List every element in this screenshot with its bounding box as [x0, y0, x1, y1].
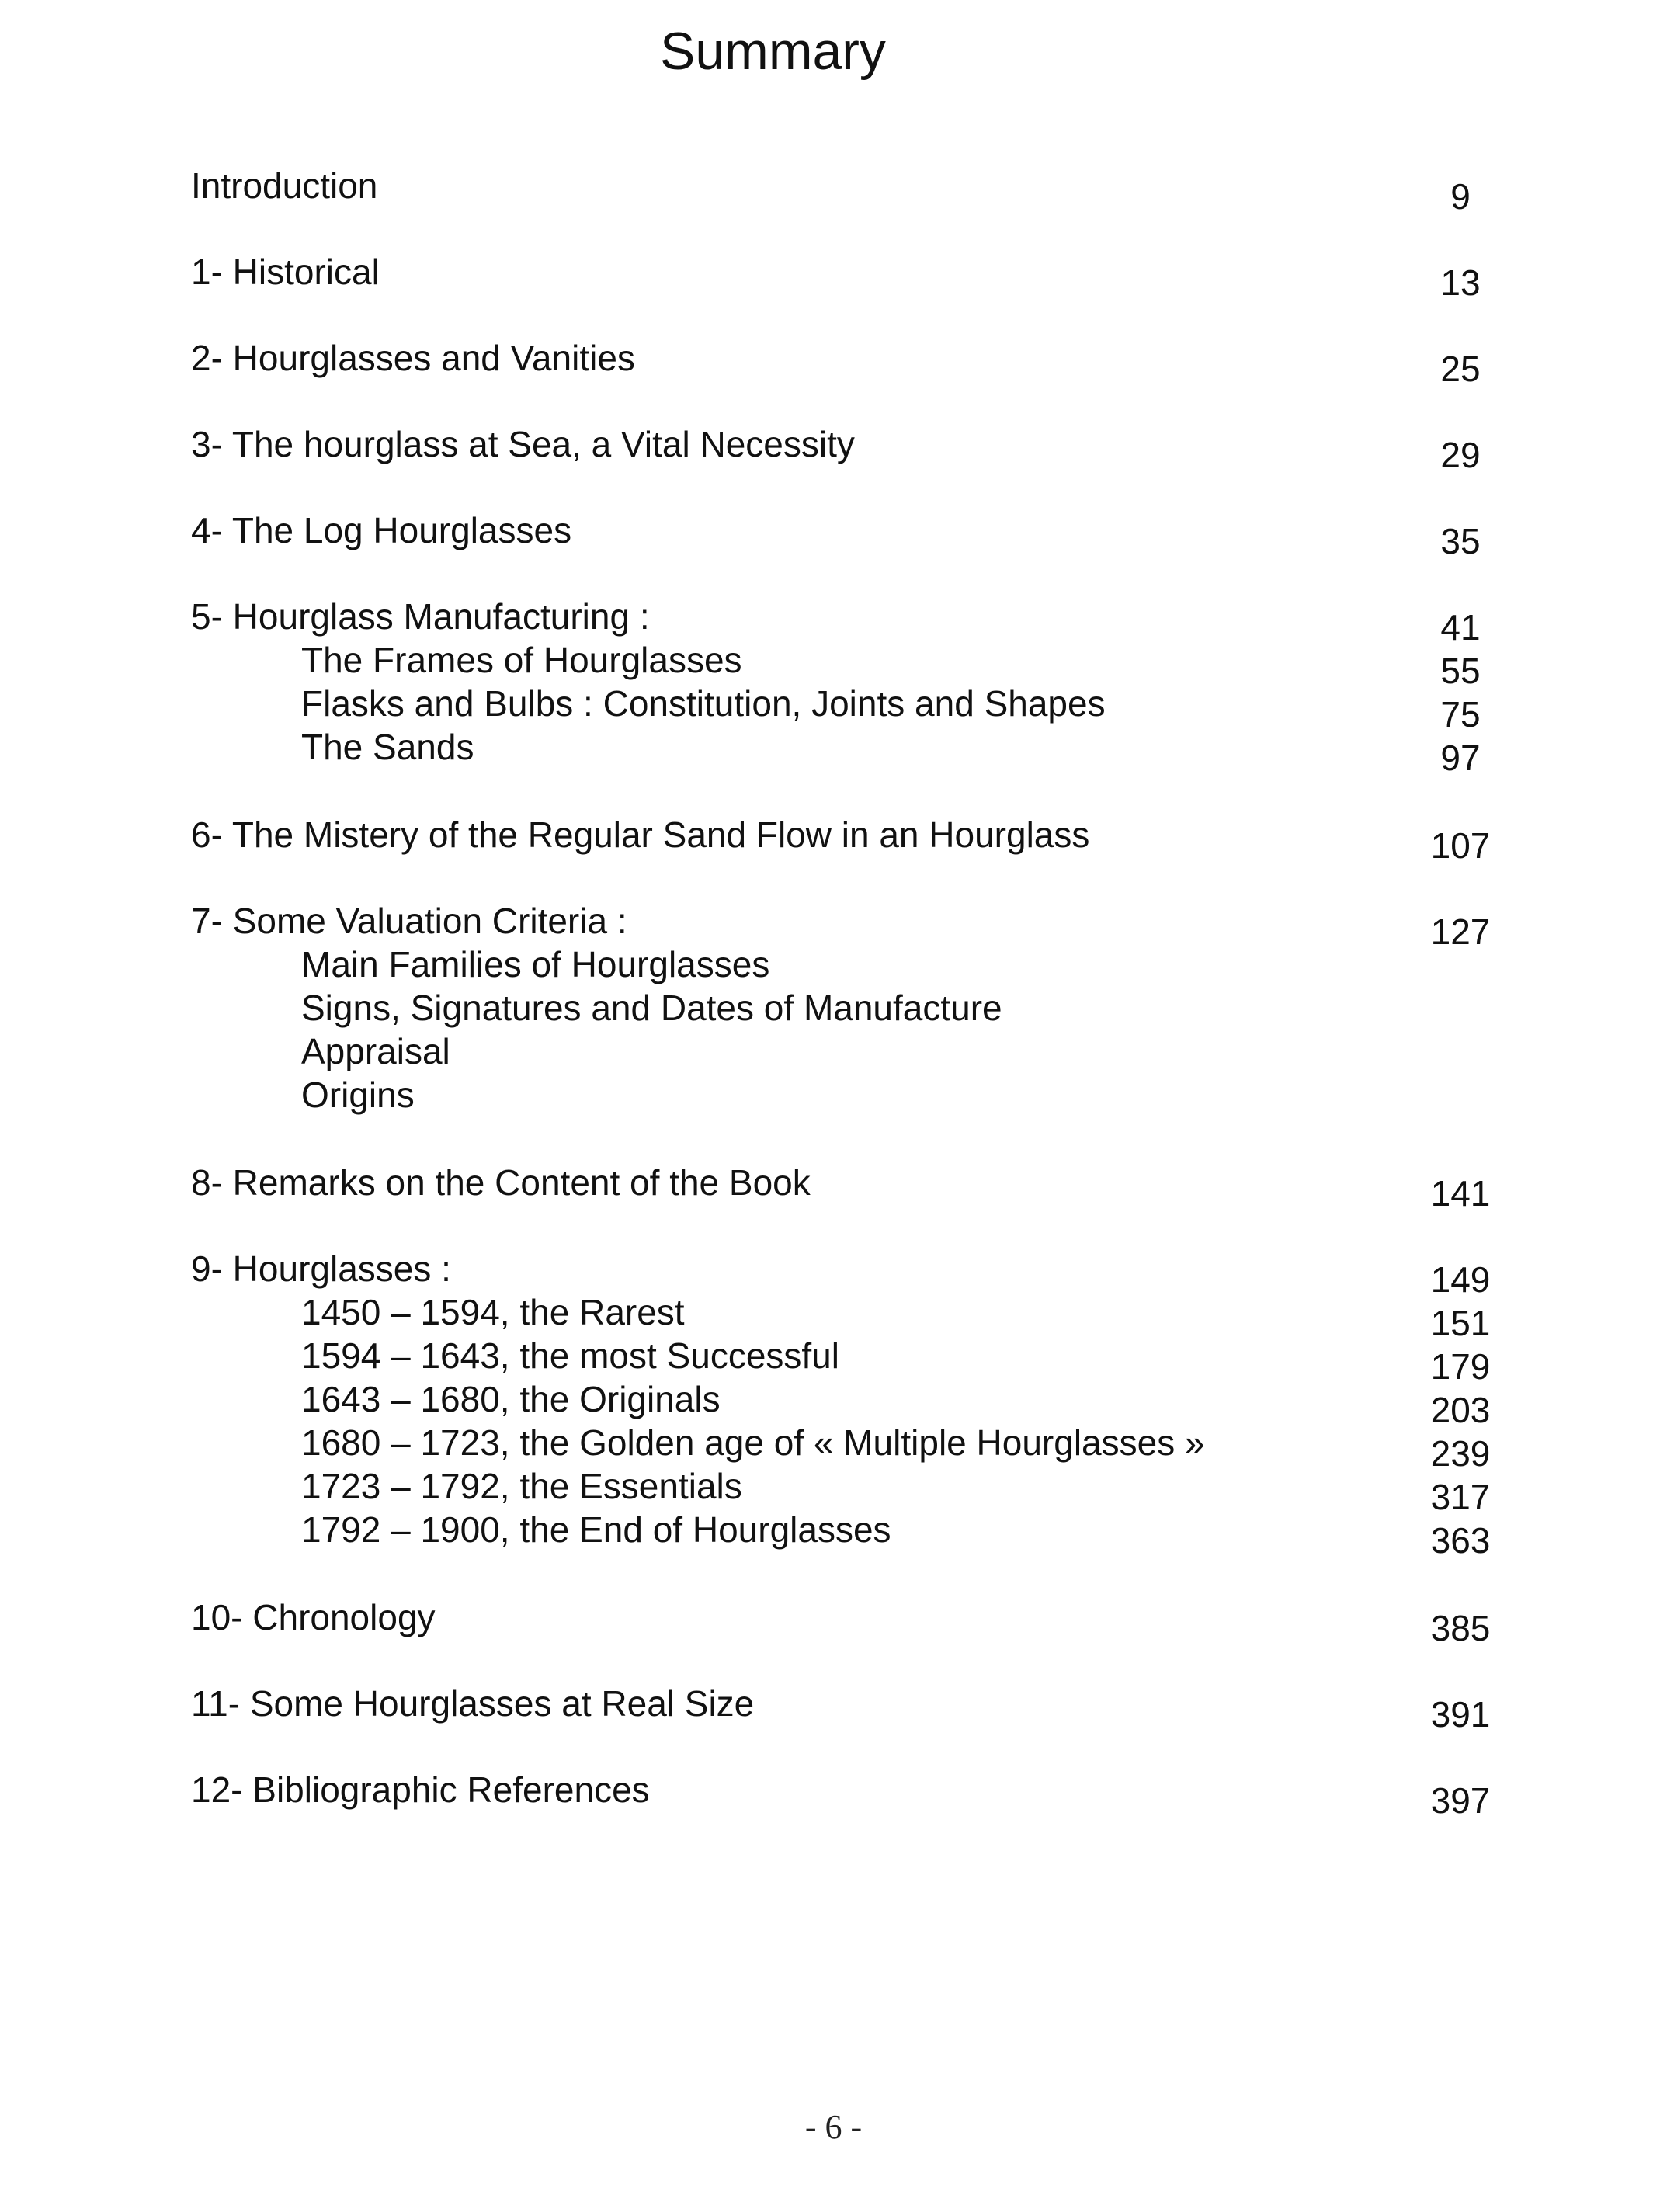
toc-entry-historical: 1- Historical 13 — [191, 252, 1481, 303]
toc-subentry-label: Flasks and Bulbs : Constitution, Joints and Shapes — [301, 683, 1106, 724]
toc-entry-label: 3- The hourglass at Sea, a Vital Necessity — [191, 424, 855, 464]
toc-entry-regular-sand-flow: 6- The Mistery of the Regular Sand Flow in an Hourglass 107 — [191, 814, 1491, 866]
toc-entry-introduction: Introduction 9 — [191, 165, 1471, 217]
toc-subentry-signs-signatures — [0, 990, 1667, 1037]
toc-entry-label: 10- Chronology — [191, 1597, 436, 1637]
toc-subentry-label: 1723 – 1792, the Essentials — [301, 1466, 742, 1506]
toc-entry-valuation-criteria: 7- Some Valuation Criteria : 127 — [191, 901, 1491, 952]
toc-subentry-label: Main Families of Hourglasses — [301, 944, 770, 984]
toc-subentry-sands: The Sands 97 — [301, 727, 1481, 778]
toc-subentry-1723-1792: 1723 – 1792, the Essentials 317 — [301, 1466, 1491, 1517]
toc-subentry-flasks-and-bulbs: Flasks and Bulbs : Constitution, Joints and Shapes 75 — [301, 683, 1481, 734]
toc-entry-label: 11- Some Hourglasses at Real Size — [191, 1683, 755, 1724]
toc-entry-remarks: 8- Remarks on the Content of the Book 141 — [191, 1162, 1491, 1214]
toc-entry-hourglass-manufacturing: 5- Hourglass Manufacturing : 41 — [191, 596, 1481, 648]
toc-subentry-1792-1900: 1792 – 1900, the End of Hourglasses 363 — [301, 1509, 1491, 1561]
toc-entry-label: Introduction — [191, 165, 378, 206]
toc-entry-label: 1- Historical — [191, 252, 380, 292]
toc-subentry-label: 1792 – 1900, the End of Hourglasses — [301, 1509, 891, 1550]
toc-subentry-label: 1450 – 1594, the Rarest — [301, 1292, 685, 1332]
toc-entry-bibliographic-references: 12- Bibliographic References 397 — [191, 1769, 1491, 1821]
toc-subentry-origins — [0, 1077, 1667, 1123]
toc-entry-hourglass-at-sea: 3- The hourglass at Sea, a Vital Necessity 29 — [191, 424, 1481, 475]
toc-entry-hourglasses-and-vanities: 2- Hourglasses and Vanities 25 — [191, 338, 1481, 389]
toc-subentry-1680-1723: 1680 – 1723, the Golden age of « Multiple Hourglasses » 239 — [301, 1422, 1491, 1474]
toc-subentry-1594-1643: 1594 – 1643, the most Successful 179 — [301, 1335, 1491, 1387]
toc-subentry-label: Signs, Signatures and Dates of Manufacture — [301, 988, 1002, 1028]
toc-entry-label: 8- Remarks on the Content of the Book — [191, 1162, 811, 1203]
toc-entry-label: 4- The Log Hourglasses — [191, 510, 572, 550]
toc-subentry-label: 1594 – 1643, the most Successful — [301, 1335, 839, 1376]
toc-subentry-label: 1643 – 1680, the Originals — [301, 1379, 721, 1419]
toc-subentry-label: The Frames of Hourglasses — [301, 640, 742, 680]
footer-page-number: - 6 - — [804, 2108, 863, 2146]
page-title: Summary — [660, 22, 886, 81]
toc-entry-label: 6- The Mistery of the Regular Sand Flow in an Hourglass — [191, 814, 1090, 855]
toc-entry-label: 2- Hourglasses and Vanities — [191, 338, 635, 378]
toc-entry-log-hourglasses: 4- The Log Hourglasses 35 — [191, 510, 1481, 561]
toc-subentry-label: The Sands — [301, 727, 474, 767]
toc-entry-label: 9- Hourglasses : — [191, 1248, 451, 1289]
toc-entry-label: 5- Hourglass Manufacturing : — [191, 596, 650, 637]
toc-subentry-label: Appraisal — [301, 1031, 450, 1071]
toc-subentry-label: 1680 – 1723, the Golden age of « Multiple Hourglasses » — [301, 1422, 1205, 1463]
toc-entry-chronology: 10- Chronology 385 — [191, 1597, 1491, 1648]
toc-subentry-label: Origins — [301, 1075, 415, 1115]
toc-entry-label: 12- Bibliographic References — [191, 1769, 650, 1810]
toc-subentry-1450-1594: 1450 – 1594, the Rarest 151 — [301, 1292, 1491, 1343]
toc-subentry-appraisal — [0, 1033, 1667, 1080]
toc-subentry-frames: The Frames of Hourglasses 55 — [301, 640, 1481, 691]
toc-subentry-main-families — [0, 946, 1667, 993]
toc-entry-label: 7- Some Valuation Criteria : — [191, 901, 627, 941]
toc-entry-real-size: 11- Some Hourglasses at Real Size 391 — [191, 1683, 1491, 1735]
toc-entry-hourglasses: 9- Hourglasses : 149 — [191, 1248, 1491, 1300]
toc-subentry-1643-1680: 1643 – 1680, the Originals 203 — [301, 1379, 1491, 1430]
